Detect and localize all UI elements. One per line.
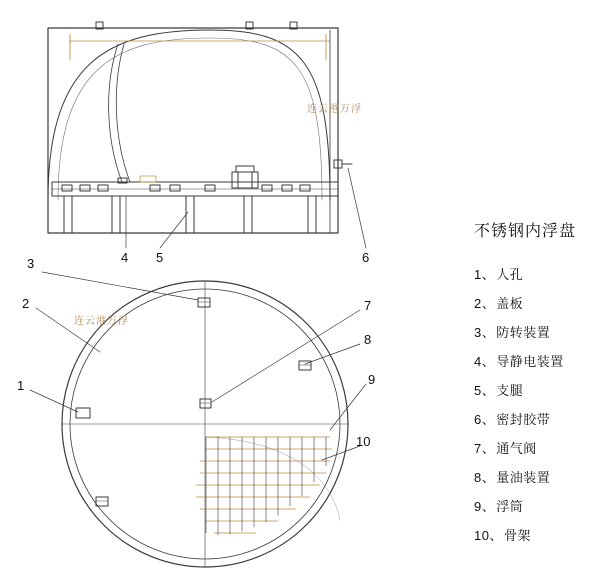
callout-2: 2: [22, 296, 30, 311]
legend-item-6: [474, 412, 594, 427]
legend-item-5: [474, 383, 594, 398]
callout-3: 3: [27, 256, 35, 271]
legend-item-4: [474, 354, 594, 369]
legend-title: 不锈钢内浮盘: [474, 223, 577, 240]
legend-label-3: 防转装置: [496, 325, 551, 340]
watermark-plan: 连云港万浮: [74, 316, 129, 327]
watermark-elevation: 连云港万浮: [307, 104, 362, 115]
legend-item-7: [474, 441, 594, 456]
legend-panel: [474, 218, 594, 557]
callout-9: 9: [368, 372, 376, 387]
legend-label-9: 浮筒: [496, 499, 524, 514]
legend-number-6: 6、: [474, 412, 496, 427]
legend-item-8: [474, 470, 594, 485]
legend-number-1: 1、: [474, 267, 496, 282]
legend-item-9: [474, 499, 594, 514]
legend-label-7: 通气阀: [496, 441, 537, 456]
legend-label-10: 骨架: [503, 528, 531, 543]
legend-number-7: 7、: [474, 441, 496, 456]
legend-label-4: 导静电装置: [496, 354, 564, 369]
legend-number-3: 3、: [474, 325, 496, 340]
legend-label-2: 盖板: [496, 296, 524, 311]
legend-number-9: 9、: [474, 499, 496, 514]
callout-5: 5: [156, 250, 164, 265]
callout-10: 10: [356, 434, 371, 449]
legend-item-2: [474, 296, 594, 311]
callout-4: 4: [121, 250, 129, 265]
elevation-view: [48, 22, 366, 248]
callout-7: 7: [364, 298, 372, 313]
legend-item-10: [474, 528, 594, 543]
legend-number-4: 4、: [474, 354, 496, 369]
legend-number-2: 2、: [474, 296, 496, 311]
legend-number-10: 10、: [474, 528, 503, 543]
callout-6: 6: [362, 250, 370, 265]
legend-number-5: 5、: [474, 383, 496, 398]
legend-number-8: 8、: [474, 470, 496, 485]
legend-item-3: [474, 325, 594, 340]
callout-1: 1: [17, 378, 25, 393]
legend-label-5: 支腿: [496, 383, 524, 398]
legend-label-6: 密封胶带: [496, 412, 551, 427]
callout-8: 8: [364, 332, 372, 347]
legend-label-1: 人孔: [496, 267, 524, 282]
legend-item-1: [474, 267, 594, 282]
legend-label-8: 量油装置: [496, 470, 551, 485]
